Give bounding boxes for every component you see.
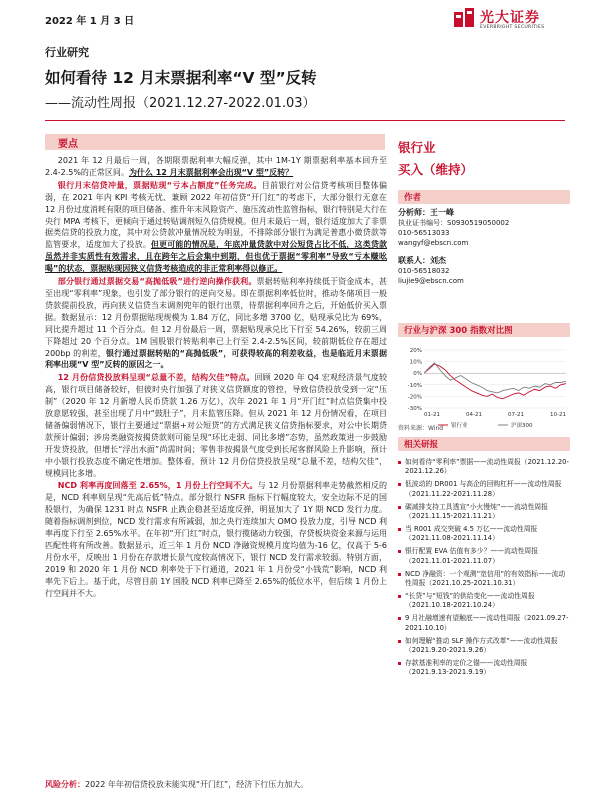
paragraph-1 (45, 180, 387, 275)
p3-heading: 12 月份信贷投放料呈现“总量不差，结构欠佳”特点。 (57, 373, 255, 383)
analyst2-phone: 010-56518032 (398, 267, 450, 275)
p2-heading: 部分银行通过票据交易“高抛低吸”进行逆向操作获利。 (57, 277, 257, 287)
analyst2-email[interactable]: liujie9@ebscn.com (398, 277, 464, 285)
related-reports-list (398, 458, 570, 681)
y-tick-label: -20% (407, 394, 422, 401)
x-tick-label: 07-21 (508, 412, 524, 418)
p2-text: 票据转贴利率持续低于资金成本，甚至出现“零利率”现象，也引发了部分银行的逆向交易。即在票据利率低位时，推动冬储项目一般贷款提前投放，再向狭义信贷当末调剂兜年的银行出票，待票据利率回升之后，开始低价买入票据。数据显示：12 月份票据贴现规模为 1.84 万亿，同比多增 3700 亿，贴现承兑比为 69%，同比提升超过 11 个百分点。但 12 月份最后一周，票据贴现承兑比下行至 54.26%，较前三周下降超过 20 个百分点。1M 国股银行转贴利率已上行至 2.4-2.5%区间，较前期低位存在超过 200bp 的利差， (45, 277, 388, 358)
risk-text: 2022 年年初信贷投放未能实现“开门红”，经济下行压力加大。 (85, 780, 309, 789)
legend-label: 沪深300 (511, 423, 533, 429)
key-points-label: 要点 (58, 139, 78, 150)
report-type: 行业研究 (45, 46, 89, 59)
y-tick-label: 20% (409, 348, 422, 354)
chart-label: 行业与沪深 300 指数对比图 (404, 326, 513, 336)
analyst1-cert: 执业证书编号：S0930519050002 (398, 219, 510, 227)
related-report-link[interactable]: 低波动的 DR001 与高企的回购杠杆——流动性周报（2021.11.22-2021.11.28） (398, 480, 570, 499)
related-bar (398, 437, 570, 451)
related-report-link[interactable]: NCD 净融资：一个观测“宽信用”的有效指标——流动性周报（2021.10.25-2021.10.31） (398, 570, 570, 589)
related-report-link[interactable]: 碳减排支持工具透宣“小火慢炖”——流动性周报（2021.11.15-2021.11.21） (398, 503, 570, 522)
paragraph-2 (45, 276, 387, 371)
report-date: 2022 年 1 月 3 日 (45, 16, 135, 27)
related-report-link[interactable]: 当 R001 成交突破 4.5 万亿——流动性周报（2021.11.08-2021.11.14） (398, 525, 570, 544)
related-label: 相关研报 (404, 440, 439, 450)
chart-bar (398, 323, 570, 337)
related-report-link[interactable]: 银行配置 EVA 估值有多少？——流动性周报（2021.11.01-2021.11.07） (398, 547, 570, 566)
risk-heading: 风险分析： (45, 780, 85, 789)
page-subtitle: ——流动性周报（2021.12.27-2022.01.03） (45, 96, 316, 111)
paragraph-4 (45, 480, 387, 599)
legend-label: 银行业 (451, 423, 468, 429)
p2-emphasis: 银行通过票据转贴的“高抛低吸”，可获得较高的利差收益，也是临近月末票据利率出现“V 型”反转的原因之一。 (45, 348, 388, 370)
x-tick-label: 04-21 (466, 412, 482, 418)
p1-heading: 银行月末信贷冲量，票据贴现“亏本占额度”任务完成。 (57, 180, 262, 190)
intro-question: 为什么 12 月末票据利率会出现“V 型”反转？ (128, 167, 294, 177)
related-report-link[interactable]: 存款基准利率的定价之锚——流动性周报（2021.9.13-2021.9.19） (398, 659, 570, 678)
x-tick-label: 01-21 (424, 412, 440, 418)
brand-name: 光大证券 (480, 10, 540, 26)
analyst2-name: 联系人：刘杰 (398, 256, 446, 265)
related-report-link[interactable]: 如何理解“推动 SLF 操作方式改革”——流动性周报（2021.9.20-2021.9.26） (398, 637, 570, 656)
related-report-link[interactable]: 9 月社融增速有望触底——流动性周报（2021.09.27-2021.10.10） (398, 614, 570, 633)
p3-text: 回顾 2020 年 Q4 宏观经济景气度较高，银行项目储备较好，但彼时央行加强了对狭义信贷额度的管控，导致信贷投放受到一定“压制”（2020 年 12 月新增人民币贷款 1.26 万亿），次年 2021 年 1 月“开门红”时点信贷集中投放意愿较强，甚至出现了月中“鼓肚子”，月末监管压降。但从 2021 年 12 月份情况看，在项目储备偏弱情况下，银行主要通过“票据+对公短贷”的方式满足狭义信贷指标要求，对公中长期贷款预计偏弱；涉房类融资按揭贷款则可能呈现“环比走弱、同比多增”态势，虽然政策进一步鼓励开发贷投放，但增长“浮出水面”尚需时间；零售非按揭景气度受到长尾客群风险上升影响，预计中小银行投放态度不确定性增加。整体看，预计 12 月份信贷投放呈现“总量不差，结构欠佳”，规模同比多增。 (45, 373, 388, 478)
intro-text: 2021 年 12 月最后一周，各期限票据利率大幅反弹，其中 1M-1Y 期票据利率基本回升至 2.4-2.5%的正常区间。 (45, 156, 387, 177)
series-line-bank (424, 364, 566, 399)
analyst1-email[interactable]: wangyf@ebscn.com (398, 239, 469, 247)
analyst-block (398, 208, 570, 286)
p4-heading: NCD 利率再度回落至 2.65%，1 月份上行空间不大。 (57, 481, 258, 491)
p1-emphasis: 但更可能的情况是，年底冲量贷款中对公短贷占比不低，这类贷款虽然并非实质性有效需求，且在跨年之后会集中到期，但也优于票据“零利率”导致“亏本赚吆喝”的状态，票据贴现因狭义信贷考核造成的非正常利率得以修正。 (45, 240, 388, 274)
y-tick-label: -10% (407, 382, 422, 389)
key-points-bar (45, 134, 385, 150)
analyst1-name: 分析师：王一峰 (398, 208, 454, 217)
y-tick-label: 10% (409, 359, 422, 366)
page-title: 如何看待 12 月末票据利率“V 型”反转 (45, 69, 317, 87)
divider (45, 120, 565, 121)
y-tick-label: -30% (407, 406, 422, 412)
paragraph-3 (45, 372, 387, 479)
main-body (45, 155, 387, 601)
related-report-link[interactable]: “长贷”与“短钱”的供给变化——流动性周报（2021.10.18-2021.10.24） (398, 592, 570, 611)
industry-label: 银行业 (398, 140, 436, 155)
y-tick-label: 0% (413, 371, 422, 378)
analyst1-phone: 010-56513033 (398, 229, 450, 237)
p1-text: 目前银行对公信贷考核项目整体偏弱，在 2021 年内 KPI 考核无忧、兼顾 2022 年初信贷“开门红”的考虑下，大部分银行无意在 12 月份过度消耗有限的项目储备、推升年末风险资产、施压流动性监管指标，银行特别是大行在央行 MPA 考核下，更倾向于通过转贴调剂短久信贷规模。但月末最后一周，银行适度加大了非票据类信贷的投放力度，其中对公贷款冲量情况较为明显，不排除部分银行为满足普惠小微贷款等监管要求，适度加大了投放。 (45, 180, 388, 250)
x-tick-label: 10-21 (550, 412, 566, 418)
author-label: 作者 (404, 193, 422, 203)
chart-source: 资料来源：Wind (398, 425, 444, 432)
everbright-logo-icon (452, 6, 476, 30)
risk-analysis (45, 779, 387, 790)
brand-name-en: EVERBRIGHT SECURITIES (480, 25, 545, 30)
series-line-csi300 (424, 363, 566, 393)
intro-paragraph (45, 155, 387, 179)
related-report-link[interactable]: 如何看待“零利率”票据——流动性周报（2021.12.20-2021.12.26） (398, 458, 570, 477)
rating-label: 买入（维持） (398, 162, 474, 177)
p4-text: 与 12 月份票据利率走势截然相反的是，NCD 利率则呈现“先高后低”特点。部分银行 NSFR 指标下行幅度较大，安全边际不足的国股银行，为确保 1231 时点 NSFR 止跌企稳甚至适度反弹，明显加大了 1Y 期 NCD 发行力度。随着指标调剂到位，NCD 发行需求有所减弱，加之央行连续加大 OMO 投放力度，引导 NCD 利率再度下行至 2.65%水平。在年初“开门红”时点，银行揽储动力较强，存贷板块资金来源与运用匹配性将有所改善。数据显示，近三年 1 月份 NCD 净融资规模月度均值为-16 亿，仅高于 5-6 月份水平，反映出 1 月份在存款增长景气度较高情况下，银行 NCD 发行需求较弱。特别方面，2019 和 2020 年 1 月份 NCD 利率处于下行通道，2021 年 1 月份受“小钱荒”影响，NCD 利率先下后上。基于此，尽管目前 1Y 国股 NCD 利率已降至 2.65%的低位水平，但后续 1 月份上行空间并不大。 (45, 481, 387, 598)
author-bar (398, 190, 570, 204)
